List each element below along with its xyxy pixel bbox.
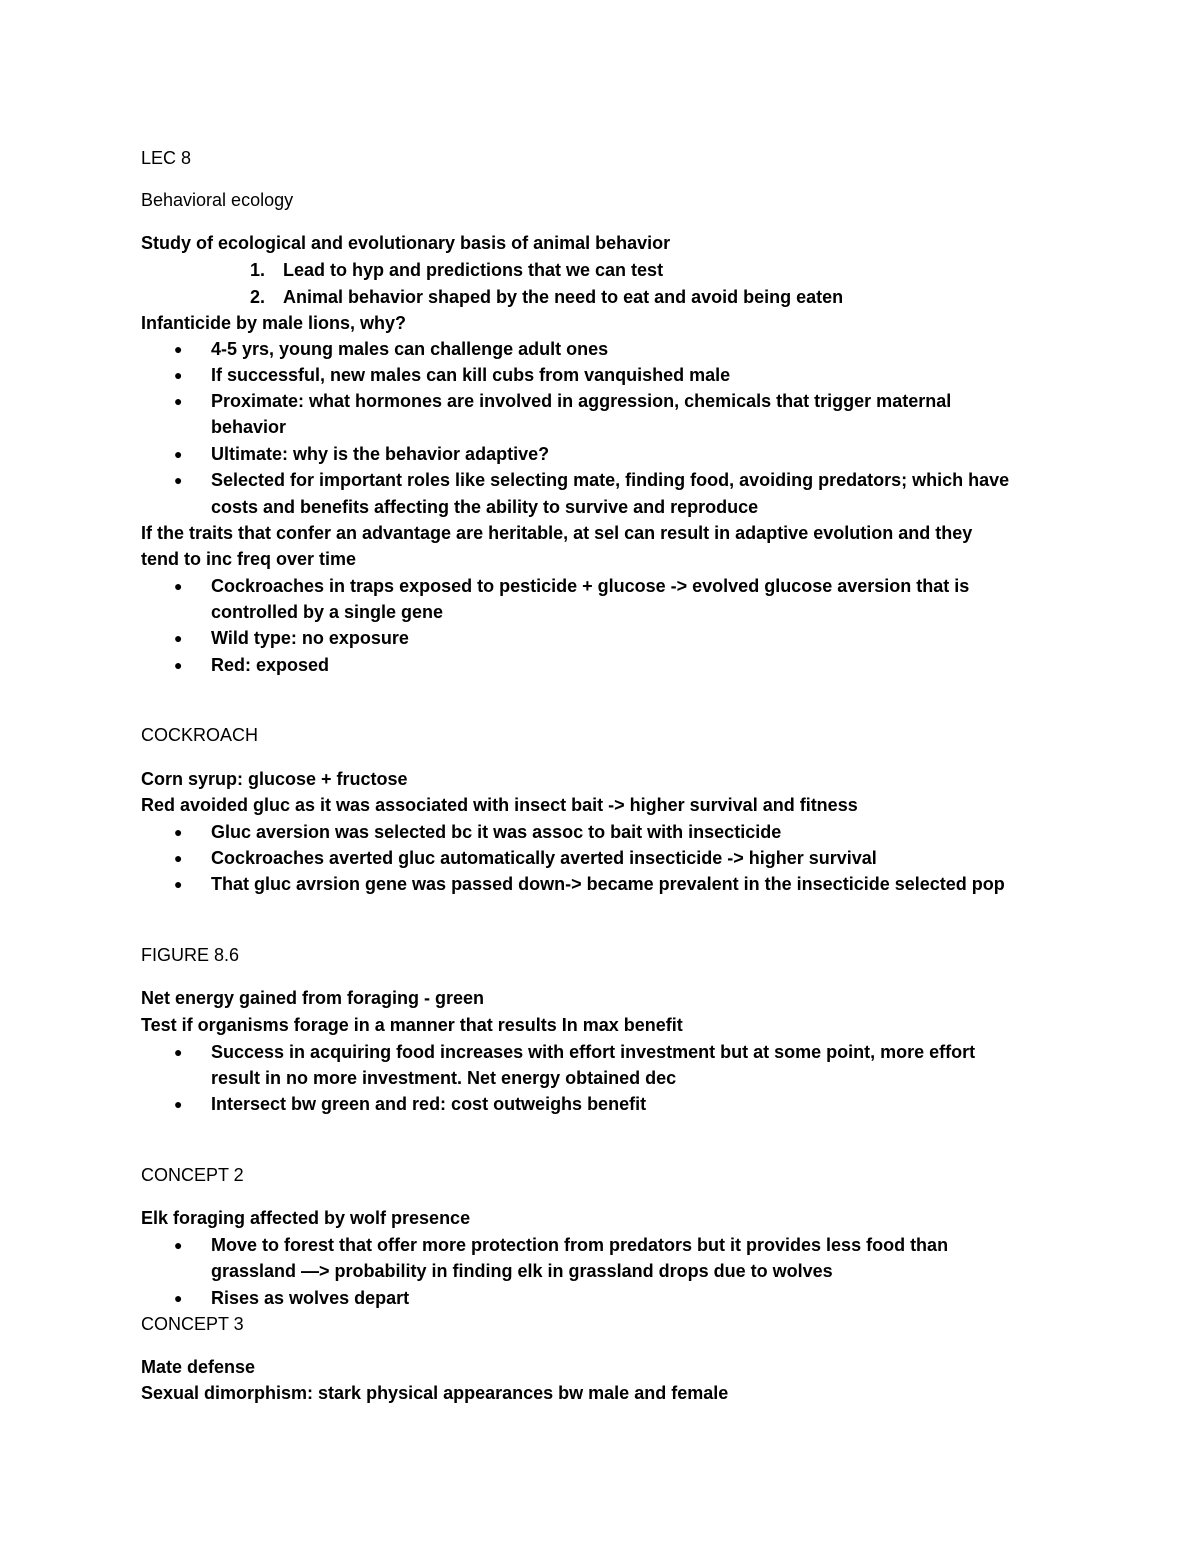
list-number: 1. [250,260,266,280]
traits-line: If the traits that confer an advantage are heritable, at sel can result in adaptive evolution and they [141,523,973,543]
infanticide-heading: Infanticide by male lions, why? [141,313,407,333]
bullet-glyph: ● [174,876,183,892]
bullet-glyph: ● [174,367,183,383]
sexual-dimorphism-line: Sexual dimorphism: stark physical appearances bw male and female [141,1383,729,1403]
concept2-heading: CONCEPT 2 [141,1165,244,1185]
list-item: Animal behavior shaped by the need to eat and avoid being eaten [283,287,844,307]
cockroach-heading: COCKROACH [141,725,259,745]
lec-subtitle: Behavioral ecology [141,190,294,210]
bullet-glyph: ● [174,446,183,462]
list-item: Move to forest that offer more protection from predators but it provides less food than [211,1235,949,1255]
list-item: 4-5 yrs, young males can challenge adult ones [211,339,609,359]
list-item: If successful, new males can kill cubs from vanquished male [211,365,731,385]
bullet-glyph: ● [174,1237,183,1253]
red-avoided-line: Red avoided gluc as it was associated with insect bait -> higher survival and fitness [141,795,858,815]
list-item: Red: exposed [211,655,330,675]
mate-defense-line: Mate defense [141,1357,256,1377]
test-line: Test if organisms forage in a manner that results In max benefit [141,1015,683,1035]
list-item: Intersect bw green and red: cost outweighs benefit [211,1094,647,1114]
bullet-glyph: ● [174,630,183,646]
concept3-heading: CONCEPT 3 [141,1314,244,1334]
bullet-glyph: ● [174,1290,183,1306]
bullet-glyph: ● [174,824,183,840]
list-item-continuation: grassland —> probability in finding elk in grassland drops due to wolves [211,1261,833,1281]
elk-line: Elk foraging affected by wolf presence [141,1208,471,1228]
list-item-continuation: result in no more investment. Net energy obtained dec [211,1068,677,1088]
lec-title: LEC 8 [141,148,192,168]
bullet-glyph: ● [174,1044,183,1060]
bullet-glyph: ● [174,472,183,488]
bullet-glyph: ● [174,341,183,357]
corn-syrup-line: Corn syrup: glucose + fructose [141,769,408,789]
list-item: Rises as wolves depart [211,1288,410,1308]
list-item: Wild type: no exposure [211,628,409,648]
list-item: That gluc avrsion gene was passed down-> became prevalent in the insecticide selected pop [211,874,1005,894]
figure-heading: FIGURE 8.6 [141,945,240,965]
traits-line-continuation: tend to inc freq over time [141,549,357,569]
bullet-glyph: ● [174,578,183,594]
list-item-continuation: costs and benefits affecting the ability to survive and reproduce [211,497,759,517]
list-item-continuation: controlled by a single gene [211,602,444,622]
list-item: Cockroaches in traps exposed to pesticide + glucose -> evolved glucose aversion that is [211,576,970,596]
list-item: Ultimate: why is the behavior adaptive? [211,444,550,464]
bullet-glyph: ● [174,1096,183,1112]
list-item: Success in acquiring food increases with effort investment but at some point, more effort [211,1042,976,1062]
list-item: Gluc aversion was selected bc it was assoc to bait with insecticide [211,822,782,842]
list-number: 2. [250,287,266,307]
bullet-glyph: ● [174,393,183,409]
list-item-continuation: behavior [211,417,287,437]
list-item: Cockroaches averted gluc automatically averted insecticide -> higher survival [211,848,877,868]
bullet-glyph: ● [174,850,183,866]
bullet-glyph: ● [174,657,183,673]
study-line: Study of ecological and evolutionary basis of animal behavior [141,233,671,253]
net-energy-line: Net energy gained from foraging - green [141,988,485,1008]
list-item: Proximate: what hormones are involved in aggression, chemicals that trigger maternal [211,391,952,411]
list-item: Selected for important roles like selecting mate, finding food, avoiding predators; which have [211,470,1010,490]
list-item: Lead to hyp and predictions that we can test [283,260,664,280]
